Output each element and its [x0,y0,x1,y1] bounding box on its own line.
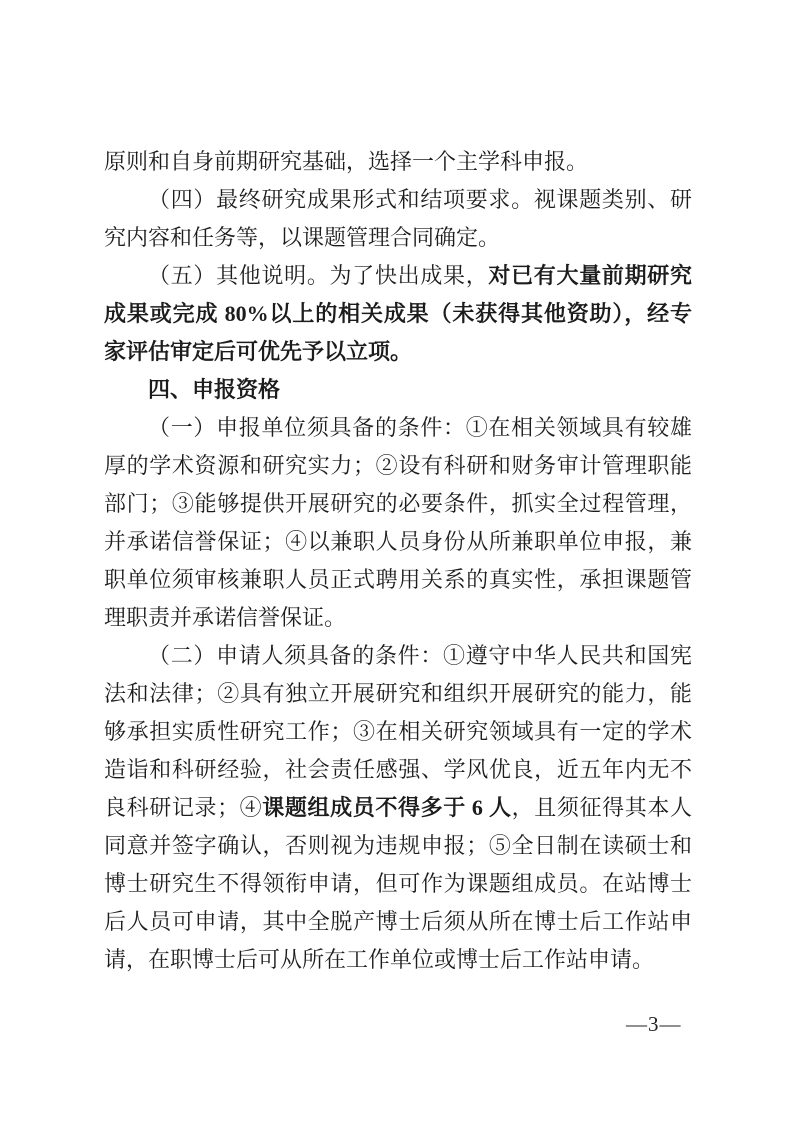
emphasized-text-segment: 对已有大量前期研究成果或完成 80%以上的相关成果（未获得其他资助），经专家评估审定后可优先予以立项。 [104,263,692,364]
paragraph [104,637,692,979]
text-segment: （五）其他说明。为了快出成果， [148,263,489,288]
document-body [104,143,692,979]
text-segment: （一）申报单位须具备的条件：①在相关领域具有较雄厚的学术资源和研究实力；②设有科研和财务审计管理职能部门；③能够提供开展研究的必要条件，抓实全过程管理，并承诺信誉保证；④以兼职人员身份从所兼职单位申报，兼职单位须审核兼职人员正式聘用关系的真实性，承担课题管理职责并承诺信誉保证。 [104,415,692,630]
paragraph [104,257,692,371]
paragraph [104,181,692,257]
emphasized-text-segment: 课题组成员不得多于 6 人 [262,795,512,820]
paragraph [104,409,692,637]
text-segment: 原则和自身前期研究基础，选择一个主学科申报。 [104,149,589,174]
paragraph [104,143,692,181]
section-heading [104,371,692,409]
text-segment: ，且须征得其本人同意并签字确认，否则视为违规申报；⑤全日制在读硕士和博士研究生不得领衔申请，但可作为课题组成员。在站博士后人员可申请，其中全脱产博士后须从所在博士后工作站申请，在职博士后可从所在工作单位或博士后工作站申请。 [104,795,692,972]
text-segment: （四）最终研究成果形式和结项要求。视课题类别、研究内容和任务等，以课题管理合同确定。 [104,187,692,250]
emphasized-text-segment: 四、申报资格 [148,377,281,402]
text-segment: （二）申请人须具备的条件：①遵守中华人民共和国宪法和法律；②具有独立开展研究和组织开展研究的能力，能够承担实质性研究工作；③在相关研究领域具有一定的学术造诣和科研经验，社会责任感强、学风优良，近五年内无不良科研记录；④ [104,643,692,820]
page-number: —3— [626,1012,682,1036]
